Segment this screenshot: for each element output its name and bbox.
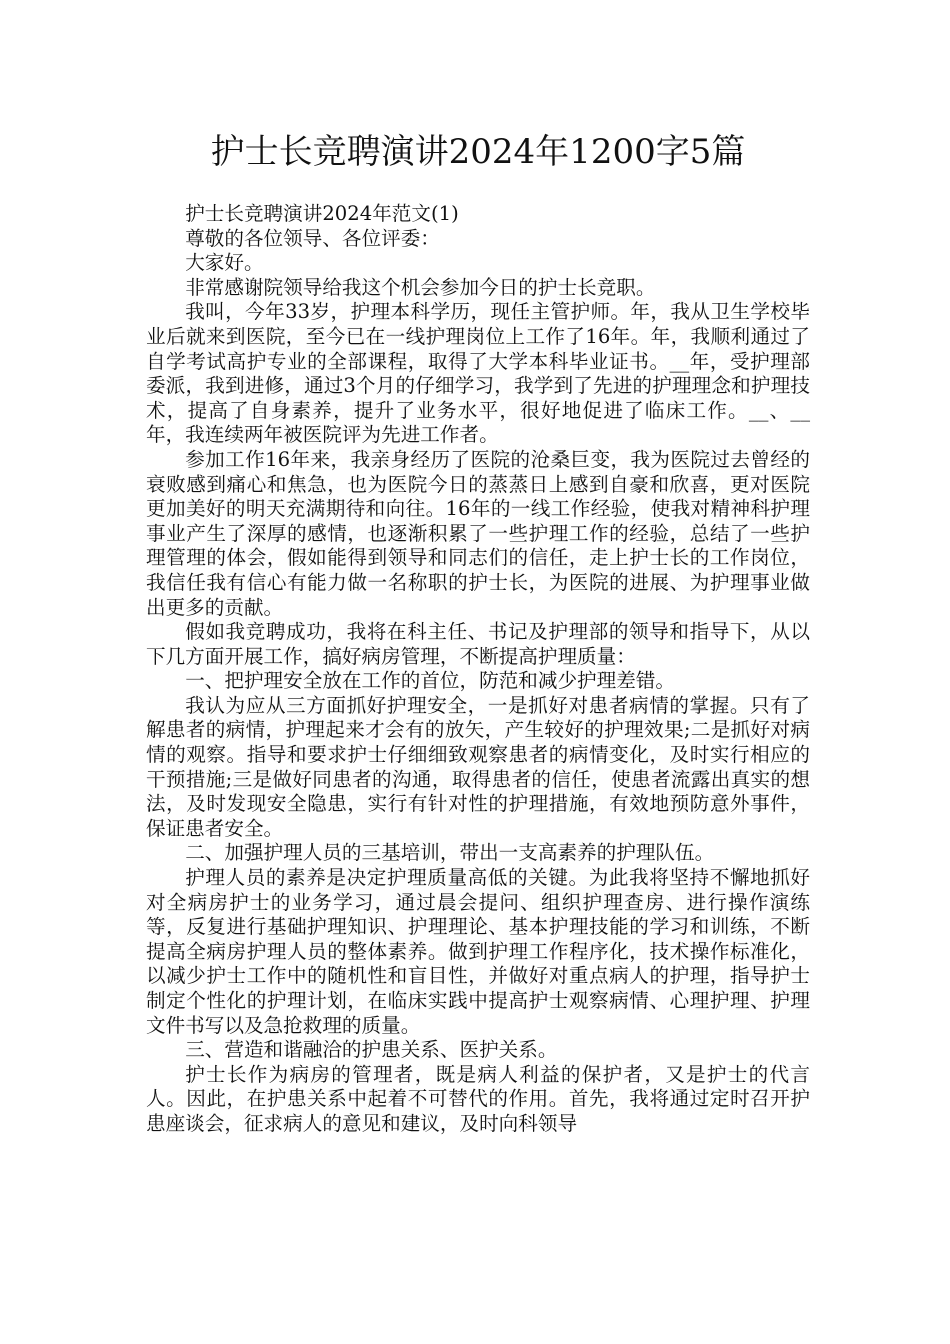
- paragraph-plan-intro: 假如我竞聘成功，我将在科主任、书记及护理部的领导和指导下，从以下几方面开展工作，搞好病房管理，不断提高护理质量：: [146, 620, 810, 668]
- paragraph-training: 护理人员的素养是决定护理质量高低的关键。为此我将坚持不懈地抓好对全病房护士的业务学习，通过晨会提问、组织护理查房、进行操作演练等，反复进行基础护理知识、护理理论、基本护理技能的学习和训练，不断提高全病房护理人员的整体素养。做到护理工作程序化，技术操作标准化，以减少护士工作中的随机性和盲目性，并做好对重点病人的护理，指导护士制定个性化的护理计划，在临床实践中提高护士观察病情、心理护理、护理文件书写以及急抢救理的质量。: [146, 866, 810, 1037]
- paragraph-greeting: 大家好。: [185, 251, 264, 275]
- document-page: [146, 0, 810, 1137]
- paragraph-thanks: 非常感谢院领导给我这个机会参加今日的护士长竞职。: [185, 275, 656, 299]
- paragraph-heading-2: 二、加强护理人员的三基培训，带出一支高素养的护理队伍。: [185, 841, 715, 865]
- paragraph-salutation: 尊敬的各位领导、各位评委：: [185, 226, 440, 250]
- paragraph-subtitle: 护士长竞聘演讲2024年范文(1): [185, 202, 459, 225]
- paragraph-heading-3: 三、营造和谐融洽的护患关系、医护关系。: [185, 1038, 558, 1062]
- document-title: 护士长竞聘演讲2024年1200字5篇: [210, 132, 746, 172]
- paragraph-introduction: 我叫，今年33岁，护理本科学历，现任主管护师。年，我从卫生学校毕业后就来到医院，至今已在一线护理岗位上工作了16年。年，我顺利通过了自学考试高护专业的全部课程，取得了大学本科毕业证书。__年，受护理部委派，我到进修，通过3个月的仔细学习，我学到了先进的护理理念和护理技术，提高了自身素养，提升了业务水平，很好地促进了临床工作。__、__年，我连续两年被医院评为先进工作者。: [146, 300, 810, 447]
- paragraph-safety: 我认为应从三方面抓好护理安全，一是抓好对患者病情的掌握。只有了解患者的病情，护理起来才会有的放矢，产生较好的护理效果;二是抓好对病情的观察。指导和要求护士仔细细致观察患者的病情变化，及时实行相应的干预措施;三是做好同患者的沟通，取得患者的信任，使患者流露出真实的想法，及时发现安全隐患，实行有针对性的护理措施，有效地预防意外事件，保证患者安全。: [146, 693, 810, 840]
- paragraph-experience: 参加工作16年来，我亲身经历了医院的沧桑巨变，我为医院过去曾经的衰败感到痛心和焦急，也为医院今日的蒸蒸日上感到自豪和欣喜，更对医院更加美好的明天充满期待和向往。16年的一线工作经验，使我对精神科护理事业产生了深厚的感情，也逐渐积累了一些护理工作的经验，总结了一些护理管理的体会，假如能得到领导和同志们的信任，走上护士长的工作岗位，我信任我有信心有能力做一名称职的护士长，为医院的进展、为护理事业做出更多的贡献。: [146, 447, 810, 619]
- document-body: [146, 202, 810, 1137]
- paragraph-relations: 护士长作为病房的管理者，既是病人利益的保护者，又是护士的代言人。因此，在护患关系中起着不可替代的作用。首先，我将通过定时召开护患座谈会，征求病人的意见和建议，及时向科领导: [146, 1062, 810, 1135]
- paragraph-heading-1: 一、把护理安全放在工作的首位，防范和减少护理差错。: [185, 669, 676, 693]
